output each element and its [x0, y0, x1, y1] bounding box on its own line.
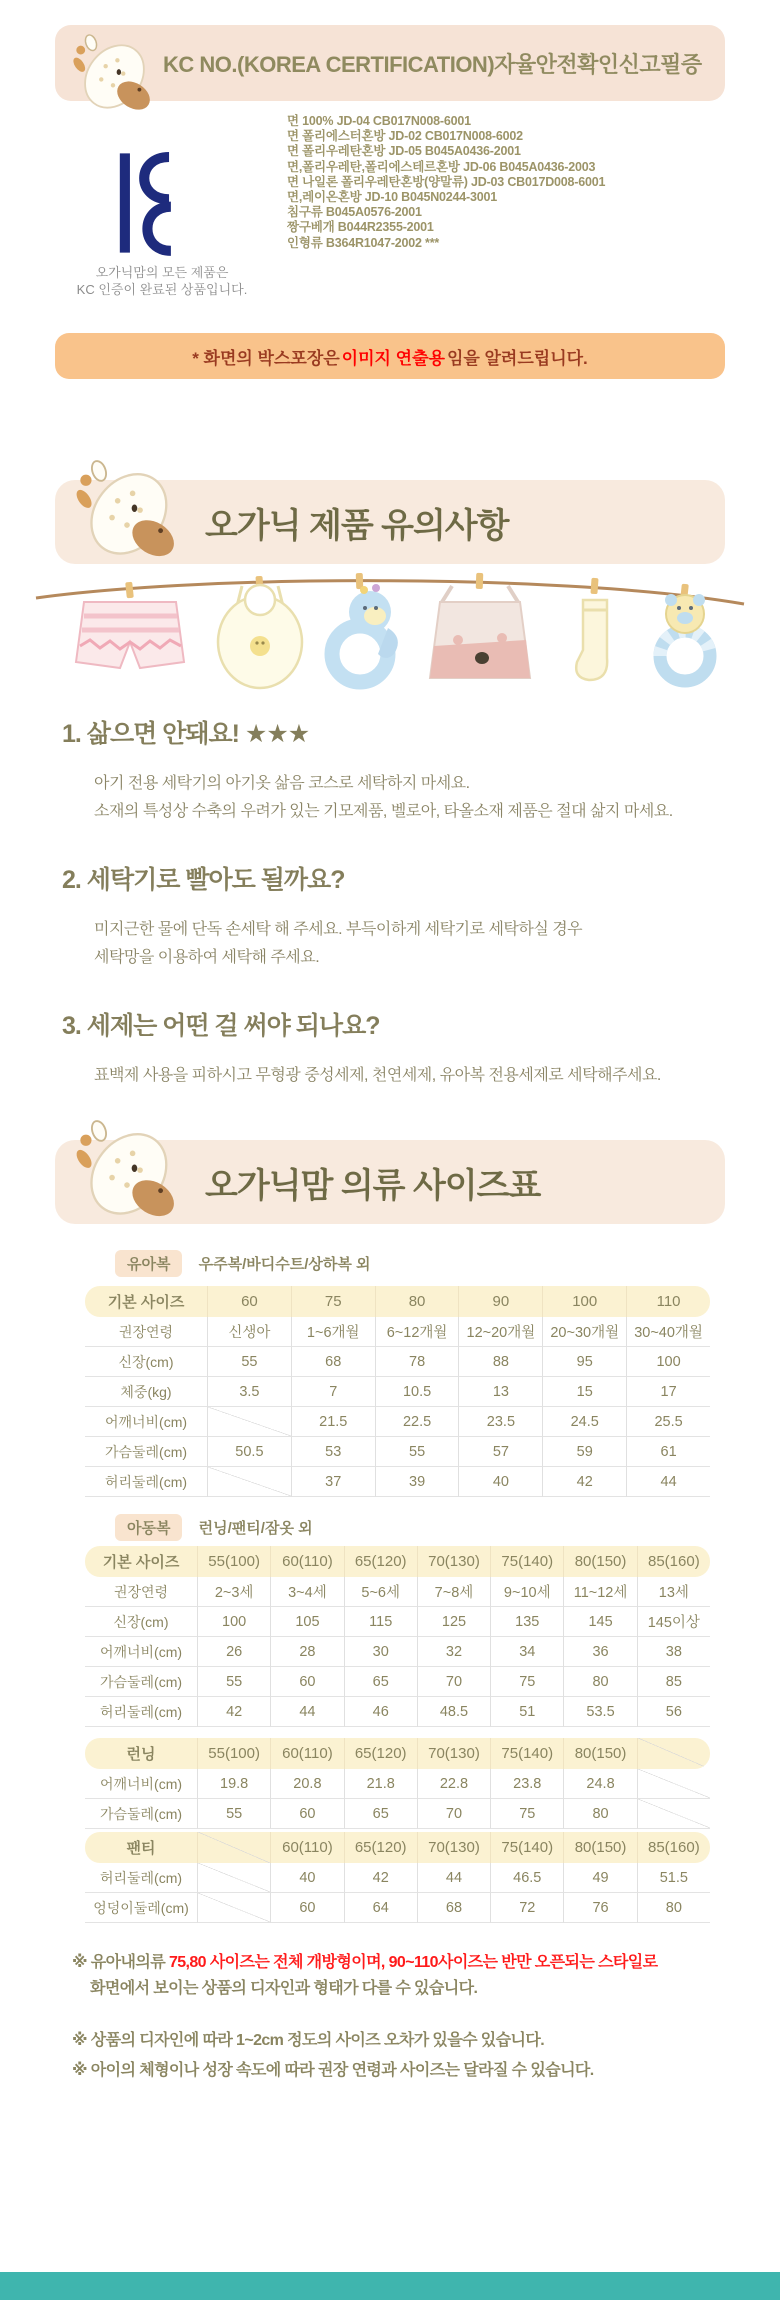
- care-item-line: 소재의 특성상 수축의 우려가 있는 기모제품, 벨로아, 타올소재 제품은 절대 삶지 마세요.: [94, 803, 673, 820]
- value-cell: 17: [626, 1377, 710, 1407]
- value-cell: 80: [637, 1893, 710, 1923]
- value-cell: 24.5: [542, 1407, 626, 1437]
- care-item: [62, 1006, 732, 1090]
- value-cell: 46.5: [490, 1863, 563, 1893]
- notice-prefix: * 화면의 박스포장은: [192, 348, 340, 368]
- table-header-cell: 런닝: [85, 1738, 197, 1769]
- row-label-cell: 권장연령: [85, 1577, 197, 1607]
- value-cell: 22.8: [417, 1769, 490, 1799]
- value-cell: 10.5: [375, 1377, 459, 1407]
- table-header-cell: 75(140): [490, 1832, 563, 1863]
- giraffe-mascot-icon: [69, 31, 157, 119]
- value-cell: 28: [270, 1637, 343, 1667]
- value-cell: [197, 1893, 270, 1923]
- certification-list: [287, 114, 605, 251]
- table-header-cell: 75(140): [490, 1738, 563, 1769]
- table-header-cell: 75(140): [490, 1546, 563, 1577]
- care-item: [62, 860, 732, 972]
- value-cell: 3.5: [207, 1377, 291, 1407]
- value-cell: 30~40개월: [626, 1317, 710, 1347]
- value-cell: 76: [563, 1893, 636, 1923]
- value-cell: 55: [197, 1799, 270, 1829]
- value-cell: 105: [270, 1607, 343, 1637]
- value-cell: 100: [626, 1347, 710, 1377]
- giraffe-mascot-icon: [71, 1116, 183, 1228]
- size-notes: [72, 1950, 722, 2084]
- value-cell: 78: [375, 1347, 459, 1377]
- table-header-cell: 90: [458, 1286, 542, 1317]
- infant-badge: 유아복: [115, 1250, 182, 1277]
- value-cell: 50.5: [207, 1437, 291, 1467]
- value-cell: 49: [563, 1863, 636, 1893]
- value-cell: 60: [270, 1667, 343, 1697]
- value-cell: 60: [270, 1893, 343, 1923]
- value-cell: 3~4세: [270, 1577, 343, 1607]
- kc-caption: [52, 264, 272, 298]
- child-table-label: [115, 1514, 313, 1541]
- clothesline-illustration: [30, 562, 750, 694]
- table-header-cell: 100: [542, 1286, 626, 1317]
- table-header-cell: 80(150): [563, 1546, 636, 1577]
- value-cell: 7: [291, 1377, 375, 1407]
- table-header-cell: 60(110): [270, 1738, 343, 1769]
- value-cell: 42: [542, 1467, 626, 1497]
- value-cell: 95: [542, 1347, 626, 1377]
- note-1-line2: 화면에서 보이는 상품의 디자인과 형태가 다를 수 있습니다.: [90, 1980, 478, 1997]
- certification-item: 짱구베개 B044R2355-2001: [287, 220, 434, 235]
- infant-subtitle: 우주복/바디수트/상하복 외: [198, 1256, 371, 1273]
- value-cell: 60: [270, 1799, 343, 1829]
- kc-banner: [55, 25, 725, 101]
- kc-caption-line2: KC 인증이 완료된 상품입니다.: [76, 282, 248, 297]
- care-section-title: 오가닉 제품 유의사항: [205, 506, 509, 545]
- value-cell: 115: [344, 1607, 417, 1637]
- value-cell: 15: [542, 1377, 626, 1407]
- giraffe-mascot-icon: [71, 456, 183, 568]
- table-header-cell: 기본 사이즈: [85, 1546, 197, 1577]
- row-label-cell: 어깨너비(cm): [85, 1769, 197, 1799]
- value-cell: 42: [197, 1697, 270, 1727]
- table-header-cell: 65(120): [344, 1546, 417, 1577]
- value-cell: 65: [344, 1667, 417, 1697]
- value-cell: 24.8: [563, 1769, 636, 1799]
- table-row: [85, 1407, 710, 1437]
- table-header-cell: 80: [375, 1286, 459, 1317]
- value-cell: 22.5: [375, 1407, 459, 1437]
- value-cell: 56: [637, 1697, 710, 1727]
- value-cell: 57: [458, 1437, 542, 1467]
- value-cell: 51.5: [637, 1863, 710, 1893]
- table-header-cell: [197, 1832, 270, 1863]
- clothespin-icons: [125, 573, 689, 600]
- value-cell: 37: [291, 1467, 375, 1497]
- row-label-cell: 엉덩이둘레(cm): [85, 1893, 197, 1923]
- table-row: [85, 1799, 710, 1829]
- value-cell: 36: [563, 1637, 636, 1667]
- note-1: ※ 유아내의류 75,80 사이즈는 전체 개방형이며, 90~110사이즈는 반만 오픈되는 스타일로: [72, 1954, 658, 1971]
- value-cell: 7~8세: [417, 1577, 490, 1607]
- value-cell: 51: [490, 1697, 563, 1727]
- value-cell: 42: [344, 1863, 417, 1893]
- value-cell: 9~10세: [490, 1577, 563, 1607]
- value-cell: 12~20개월: [458, 1317, 542, 1347]
- value-cell: 85: [637, 1667, 710, 1697]
- value-cell: 5~6세: [344, 1577, 417, 1607]
- table-row: [85, 1769, 710, 1799]
- value-cell: 2~3세: [197, 1577, 270, 1607]
- child-badge: 아동복: [115, 1514, 182, 1541]
- value-cell: 75: [490, 1799, 563, 1829]
- giraffe-ring-toy-illustration: [332, 584, 398, 682]
- value-cell: 48.5: [417, 1697, 490, 1727]
- table-header-cell: 70(130): [417, 1832, 490, 1863]
- value-cell: 30: [344, 1637, 417, 1667]
- row-label-cell: 어깨너비(cm): [85, 1637, 197, 1667]
- table-header-cell: 70(130): [417, 1546, 490, 1577]
- value-cell: 19.8: [197, 1769, 270, 1799]
- value-cell: 145: [563, 1607, 636, 1637]
- certification-item: 면 폴리에스터혼방 JD-02 CB017N008-6002: [287, 129, 523, 144]
- value-cell: [637, 1799, 710, 1829]
- row-label-cell: 가슴둘레(cm): [85, 1667, 197, 1697]
- care-item-heading: 2. 세탁기로 빨아도 될까요?: [62, 866, 345, 894]
- bib-illustration: [218, 585, 302, 688]
- value-cell: 100: [197, 1607, 270, 1637]
- size-section-title: 오가닉맘 의류 사이즈표: [205, 1166, 541, 1205]
- row-label-cell: 허리둘레(cm): [85, 1467, 207, 1497]
- table-row: [85, 1697, 710, 1727]
- footer-bar: [0, 2272, 780, 2300]
- row-label-cell: 신장(cm): [85, 1347, 207, 1377]
- infant-table-label: [115, 1250, 371, 1277]
- value-cell: [207, 1467, 291, 1497]
- row-label-cell: 가슴둘레(cm): [85, 1437, 207, 1467]
- table-header-cell: 기본 사이즈: [85, 1286, 207, 1317]
- value-cell: 11~12세: [563, 1577, 636, 1607]
- panty-size-table: [85, 1832, 710, 1923]
- table-header-cell: 55(100): [197, 1546, 270, 1577]
- notice-box: [55, 333, 725, 379]
- value-cell: 65: [344, 1799, 417, 1829]
- value-cell: 13: [458, 1377, 542, 1407]
- value-cell: 75: [490, 1667, 563, 1697]
- certification-item: 면 100% JD-04 CB017N008-6001: [287, 114, 471, 128]
- care-item: [62, 714, 732, 826]
- table-header-cell: 80(150): [563, 1738, 636, 1769]
- size-section-header: [55, 1140, 725, 1224]
- kc-caption-line1: 오가닉맘의 모든 제품은: [95, 265, 229, 280]
- value-cell: 53.5: [563, 1697, 636, 1727]
- value-cell: 6~12개월: [375, 1317, 459, 1347]
- value-cell: 신생아: [207, 1317, 291, 1347]
- value-cell: 70: [417, 1667, 490, 1697]
- value-cell: 88: [458, 1347, 542, 1377]
- table-header-cell: 60(110): [270, 1832, 343, 1863]
- value-cell: 40: [458, 1467, 542, 1497]
- table-row: [85, 1577, 710, 1607]
- row-label-cell: 허리둘레(cm): [85, 1697, 197, 1727]
- row-label-cell: 체중(kg): [85, 1377, 207, 1407]
- care-item-line: 세탁망을 이용하여 세탁해 주세요.: [94, 949, 320, 966]
- care-section-header: [55, 480, 725, 564]
- care-item-line: 표백제 사용을 피하시고 무형광 중성세제, 천연세제, 유아복 전용세제로 세탁해주세요.: [94, 1067, 661, 1084]
- value-cell: 21.5: [291, 1407, 375, 1437]
- child-subtitle: 런닝/팬티/잠옷 외: [198, 1520, 313, 1537]
- value-cell: 39: [375, 1467, 459, 1497]
- table-header-cell: 110: [626, 1286, 710, 1317]
- value-cell: 145이상: [637, 1607, 710, 1637]
- value-cell: 53: [291, 1437, 375, 1467]
- value-cell: 23.8: [490, 1769, 563, 1799]
- value-cell: [637, 1769, 710, 1799]
- table-header-cell: 60: [207, 1286, 291, 1317]
- value-cell: 55: [197, 1667, 270, 1697]
- value-cell: 34: [490, 1637, 563, 1667]
- care-item-heading: 3. 세제는 어떤 걸 써야 되나요?: [62, 1012, 380, 1040]
- table-header-cell: 85(160): [637, 1546, 710, 1577]
- table-header-cell: 팬티: [85, 1832, 197, 1863]
- value-cell: 25.5: [626, 1407, 710, 1437]
- value-cell: 55: [207, 1347, 291, 1377]
- row-label-cell: 허리둘레(cm): [85, 1863, 197, 1893]
- table-row: [85, 1467, 710, 1497]
- value-cell: [197, 1863, 270, 1893]
- bear-vest-illustration: [430, 586, 530, 678]
- certification-item: 침구류 B045A0576-2001: [287, 205, 422, 220]
- value-cell: 44: [417, 1863, 490, 1893]
- shorts-illustration: [76, 602, 184, 668]
- value-cell: 80: [563, 1799, 636, 1829]
- value-cell: 13세: [637, 1577, 710, 1607]
- value-cell: 68: [291, 1347, 375, 1377]
- notice-highlight: 이미지 연출용: [341, 348, 445, 368]
- certification-item: 면 폴리우레탄혼방 JD-05 B045A0436-2001: [287, 144, 521, 159]
- child-size-table: [85, 1546, 710, 1727]
- value-cell: 38: [637, 1637, 710, 1667]
- row-label-cell: 가슴둘레(cm): [85, 1799, 197, 1829]
- table-row: [85, 1607, 710, 1637]
- care-item-line: 미지근한 물에 단독 손세탁 해 주세요. 부득이하게 세탁기로 세탁하실 경우: [94, 921, 583, 938]
- value-cell: [207, 1407, 291, 1437]
- care-instructions: [62, 714, 732, 1124]
- kc-banner-title: KC NO.(KOREA CERTIFICATION)자율안전확인신고필증: [163, 51, 702, 77]
- value-cell: 125: [417, 1607, 490, 1637]
- value-cell: 23.5: [458, 1407, 542, 1437]
- table-header-cell: 75: [291, 1286, 375, 1317]
- note-3: ※ 아이의 체형이나 성장 속도에 따라 권장 연령과 사이즈는 달라질 수 있습니다.: [72, 2062, 594, 2079]
- value-cell: 32: [417, 1637, 490, 1667]
- notice-suffix: 임을 알려드립니다.: [446, 348, 588, 368]
- running-size-table: [85, 1738, 710, 1829]
- care-item-line: 아기 전용 세탁기의 아기옷 삶음 코스로 세탁하지 마세요.: [94, 775, 470, 792]
- table-row: [85, 1317, 710, 1347]
- table-header-cell: 65(120): [344, 1832, 417, 1863]
- value-cell: 44: [270, 1697, 343, 1727]
- value-cell: 1~6개월: [291, 1317, 375, 1347]
- certification-item: 인형류 B364R1047-2002 ***: [287, 235, 440, 250]
- table-header-cell: 85(160): [637, 1832, 710, 1863]
- value-cell: 26: [197, 1637, 270, 1667]
- rattle-illustration: [660, 594, 710, 681]
- row-label-cell: 신장(cm): [85, 1607, 197, 1637]
- value-cell: 61: [626, 1437, 710, 1467]
- value-cell: 72: [490, 1893, 563, 1923]
- value-cell: 40: [270, 1863, 343, 1893]
- value-cell: 59: [542, 1437, 626, 1467]
- value-cell: 55: [375, 1437, 459, 1467]
- certification-item: 면,레이온혼방 JD-10 B045N0244-3001: [287, 190, 498, 205]
- table-row: [85, 1377, 710, 1407]
- certification-item: 면,폴리우레탄,폴리에스테르혼방 JD-06 B045A0436-2003: [287, 159, 596, 174]
- table-header-cell: 60(110): [270, 1546, 343, 1577]
- note-2: ※ 상품의 디자인에 따라 1~2cm 정도의 사이즈 오차가 있을수 있습니다.: [72, 2032, 545, 2049]
- care-item-heading: 1. 삶으면 안돼요! ★★★: [62, 720, 310, 748]
- table-row: [85, 1347, 710, 1377]
- row-label-cell: 권장연령: [85, 1317, 207, 1347]
- value-cell: 21.8: [344, 1769, 417, 1799]
- value-cell: 46: [344, 1697, 417, 1727]
- table-row: [85, 1637, 710, 1667]
- table-header-cell: [637, 1738, 710, 1769]
- value-cell: 20~30개월: [542, 1317, 626, 1347]
- value-cell: 70: [417, 1799, 490, 1829]
- table-header-cell: 65(120): [344, 1738, 417, 1769]
- value-cell: 80: [563, 1667, 636, 1697]
- value-cell: 44: [626, 1467, 710, 1497]
- value-cell: 64: [344, 1893, 417, 1923]
- table-row: [85, 1667, 710, 1697]
- table-row: [85, 1863, 710, 1893]
- table-header-cell: 70(130): [417, 1738, 490, 1769]
- table-header-cell: 55(100): [197, 1738, 270, 1769]
- value-cell: 135: [490, 1607, 563, 1637]
- kc-mark-logo: [112, 146, 204, 260]
- sock-illustration: [576, 600, 607, 680]
- row-label-cell: 어깨너비(cm): [85, 1407, 207, 1437]
- table-header-cell: 80(150): [563, 1832, 636, 1863]
- infant-size-table: [85, 1286, 710, 1497]
- table-row: [85, 1893, 710, 1923]
- note-1-red: 75,80 사이즈는 전체 개방형이며, 90~110사이즈는 반만 오픈되는 스타일로: [168, 1954, 658, 1971]
- table-row: [85, 1437, 710, 1467]
- certification-item: 면 나일론 폴리우레탄혼방(양말류) JD-03 CB017D008-6001: [287, 174, 606, 189]
- value-cell: 20.8: [270, 1769, 343, 1799]
- value-cell: 68: [417, 1893, 490, 1923]
